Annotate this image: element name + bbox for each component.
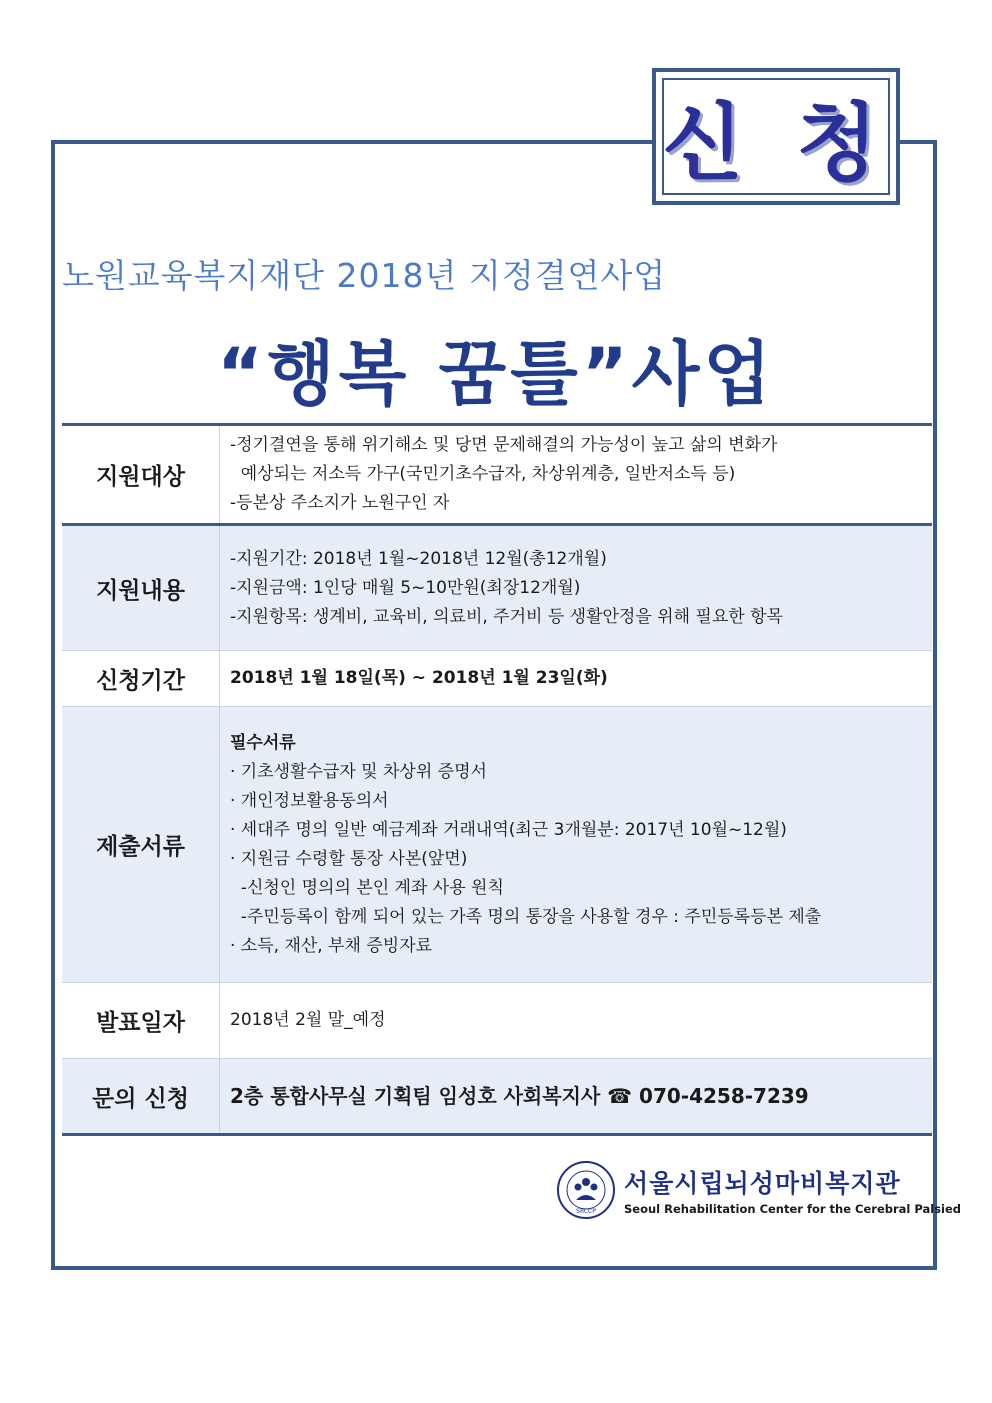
content-line: -지원기간: 2018년 1월~2018년 12월(총12개월) (230, 548, 607, 569)
apply-badge (652, 68, 900, 205)
info-table (62, 423, 932, 1136)
document-item: · 지원금 수령할 통장 사본(앞면) (230, 848, 468, 869)
content-line: -지원항목: 생계비, 교육비, 의료비, 주거비 등 생활안정을 위해 필요한 항목 (230, 606, 783, 627)
seal-icon (556, 1160, 616, 1220)
document-item: · 개인정보활용동의서 (230, 790, 389, 811)
badge-text: 신 청 (662, 94, 890, 192)
logo-english: Seoul Rehabilitation Center for the Cerebral Palsied (624, 1202, 961, 1216)
document-item: · 세대주 명의 일반 예금계좌 거래내역(최근 3개월분: 2017년 10월~12월) (230, 819, 787, 840)
label-content: 지원내용 (62, 525, 220, 651)
label-documents: 제출서류 (62, 707, 220, 983)
content-target (220, 425, 933, 525)
label-target: 지원대상 (62, 425, 220, 525)
row-inquiry (62, 1059, 932, 1135)
content-announce: 2018년 2월 말_예정 (230, 1010, 386, 1030)
label-period: 신청기간 (62, 651, 220, 707)
document-item: · 기초생활수급자 및 차상위 증명서 (230, 761, 487, 782)
row-announce (62, 983, 932, 1059)
organization-logo (556, 1160, 961, 1220)
content-documents (220, 707, 933, 983)
target-line: -정기결연을 통해 위기해소 및 당면 문제해결의 가능성이 높고 삶의 변화가 (230, 435, 778, 455)
row-documents (62, 707, 932, 983)
row-target (62, 425, 932, 525)
seal-text: SRCCP (576, 1208, 596, 1215)
content-period: 2018년 1월 18일(목) ~ 2018년 1월 23일(화) (230, 668, 608, 688)
content-inquiry: 2층 통합사무실 기획팀 임성호 사회복지사 ☎ 070-4258-7239 (220, 1059, 933, 1135)
label-inquiry: 문의 신청 (62, 1059, 220, 1135)
logo-name: 서울시립뇌성마비복지관 (624, 1169, 901, 1198)
content-support (220, 525, 933, 651)
documents-heading: 필수서류 (230, 732, 296, 753)
label-announce: 발표일자 (62, 983, 220, 1059)
document-item: -신청인 명의의 본인 계좌 사용 원칙 (230, 877, 504, 898)
document-item: · 소득, 재산, 부채 증빙자료 (230, 935, 433, 956)
content-line: -지원금액: 1인당 매월 5~10만원(최장12개월) (230, 577, 581, 598)
document-item: -주민등록이 함께 되어 있는 가족 명의 통장을 사용할 경우 : 주민등록등본 제출 (230, 906, 822, 927)
target-line: 예상되는 저소득 가구(국민기초수급자, 차상위계층, 일반저소득 등) (230, 464, 736, 484)
logo-text-block (624, 1164, 961, 1216)
target-line: -등본상 주소지가 노원구인 자 (230, 493, 450, 513)
row-period (62, 651, 932, 707)
row-content (62, 525, 932, 651)
program-title: “행복 꿈틀”사업 (216, 333, 776, 415)
program-subtitle: 노원교육복지재단 2018년 지정결연사업 (62, 256, 667, 295)
